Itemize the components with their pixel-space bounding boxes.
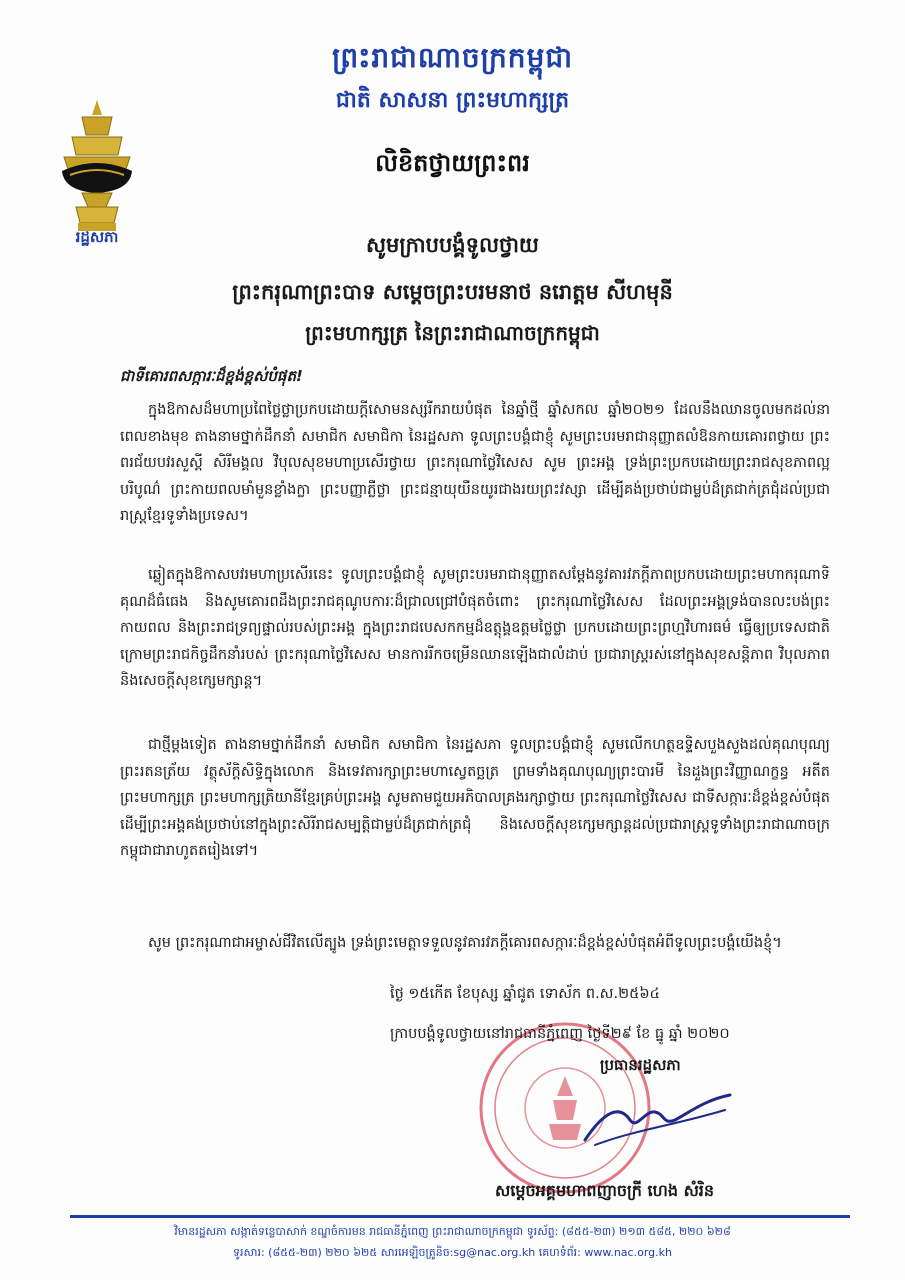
footer-contact: ទូរសារ: (៨៥៥-២៣) ២២០ ៦២៥ សារអេឡិចត្រូនិច:sg@nac.org.kh គេហទំព័រ: www.nac.org.kh: [233, 1246, 672, 1259]
footer-address: វិមានរដ្ឋសភា សង្កាត់ទន្លេបាសាក់ ខណ្ឌចំការមន រាជធានីភ្នំពេញ ព្រះរាជាណាចក្រកម្ពុជា ទូរស័ព្ទ: (៨៥៥-២៣) ២១៣ ៥៨៥, ២២០ ៦២៨: [174, 1225, 731, 1238]
solar-date: ក្រាបបង្គំទូលថ្វាយនៅរាជធានីភ្នំពេញ ថ្ងៃទី២៩ ខែ ធ្នូ ឆ្នាំ ២០២០: [390, 1026, 730, 1042]
addressee-line-2: ព្រះករុណាព្រះបាទ សម្តេចព្រះបរមនាថ នរោត្តម សីហមុនី: [232, 280, 673, 304]
salutation: ជាទីគោរពសក្ការៈដ៏ខ្ពង់ខ្ពស់បំផុត!: [120, 367, 303, 385]
body-paragraph-2: ឆ្លៀតក្នុងឱកាសបវរមហាប្រសើរនេះ ទូលព្រះបង្គំជាខ្ញុំ សូមព្រះបរមរាជានុញ្ញាតសម្តែងនូវគារវភក្តីភាពប្រកបដោយព្រះមហាករុណាទិគុណដ៏ធំធេង និងសូមគោរពដឹងព្រះរាជគុណូបការៈដ៏ជ្រាលជ្រៅបំផុតចំពោះ ព្រះករុណាថ្លៃវិសេស ដែលព្រះអង្គទ្រង់បានលះបង់ព្រះកាយពល និងព្រះរាជទ្រព្យផ្ទាល់របស់ព្រះអង្គ ក្នុងព្រះរាជបេសកកម្មដ៏ឧត្តុង្គឧត្តមថ្លៃថ្លា ប្រកបដោយព្រះព្រហ្មវិហារធម៌ ធ្វើឲ្យប្រទេសជាតិ ក្រោមព្រះរាជកិច្ចដឹកនាំរបស់ ព្រះករុណាថ្លៃវិសេស មានការរីកចម្រើនឈានឡើងជាលំដាប់ ប្រជារាស្ត្ររស់នៅក្នុងសុខសន្តិភាព វិបុលភាព និងសេចក្តីសុខក្សេមក្សាន្ត។: [120, 567, 830, 689]
handwritten-signature-icon: [575, 1090, 735, 1150]
signer-title: ប្រធានរដ្ឋសភា: [600, 1056, 681, 1074]
national-motto: ជាតិ សាសនា ព្រះមហាក្សត្រ: [335, 88, 570, 113]
body-paragraph-4: សូម ព្រះករុណាជាអម្ចាស់ជីវិតលើត្បូង ទ្រង់ព្រះមេត្តាទទួលនូវគារវភក្តីគោរពសក្ការៈដ៏ខ្ពង់ខ្ពស់បំផុតអំពីទូលព្រះបង្គំយើងខ្ញុំ។: [148, 935, 782, 951]
document-type-title: លិខិតថ្វាយព្រះពរ: [375, 149, 530, 177]
signer-name: សម្តេចអគ្គមហាពញាចក្រី ហេង សំរិន: [495, 1181, 715, 1200]
kingdom-title: ព្រះរាជាណាចក្រកម្ពុជា: [331, 41, 573, 74]
addressee-line-3: ព្រះមហាក្សត្រ នៃព្រះរាជាណាចក្រកម្ពុជា: [305, 321, 600, 345]
lunar-date: ថ្ងៃ ១៥កើត ខែបុស្ស ឆ្នាំជូត ទោស័ក ព.ស.២៥៦៤: [390, 986, 660, 1002]
addressee-line-1: សូមក្រាបបង្គំទូលថ្វាយ: [366, 233, 539, 257]
footer-divider: [70, 1215, 850, 1218]
body-paragraph-1: ក្នុងឱកាសដ៏មហាប្រពៃថ្លៃថ្លាប្រកបដោយក្តីសោមនស្សរីករាយបំផុត នៃឆ្នាំថ្មី ឆ្នាំសកល ឆ្នាំ២០២១ ដែលនឹងឈានចូលមកដល់នាពេលខាងមុខ តាងនាមថ្នាក់ដឹកនាំ សមាជិក សមាជិកា នៃរដ្ឋសភា ទូលព្រះបង្គំជាខ្ញុំ សូមព្រះបរមរាជានុញ្ញាតលំឱនកាយគោរពថ្វាយ ព្រះពរជ័យបវរសួស្តី សិរីមង្គល វិបុលសុខមហាប្រសើរថ្វាយ ព្រះករុណាថ្លៃវិសេស សូម ព្រះអង្គ ទ្រង់ព្រះប្រកបដោយព្រះរាជសុខភាពល្អបរិបូណ៌ ព្រះកាយពលមាំមួនខ្លាំងក្លា ព្រះបញ្ញាភ្លឺថ្លា ព្រះជន្មាយុយឺនយូរជាងរយព្រះវស្សា ដើម្បីគង់ប្រថាប់ជាម្លប់ដ៏ត្រជាក់ត្រជុំដល់ប្រជារាស្ត្រខ្មែរទូទាំងប្រទេស។: [120, 402, 830, 524]
emblem-label: រដ្ឋសភា: [75, 228, 119, 246]
body-paragraph-3: ជាថ្មីម្តងទៀត តាងនាមថ្នាក់ដឹកនាំ សមាជិក សមាជិកា នៃរដ្ឋសភា ទូលព្រះបង្គំជាខ្ញុំ សូមលើកហត្ថឧទ្ទិសបួងសួងដល់គុណបុណ្យព្រះរតនត្រ័យ វត្ថុស័ក្តិសិទ្ធិក្នុងលោក និងទេវតារក្សាព្រះមហាស្វេតច្ឆត្រ ព្រមទាំងគុណបុណ្យព្រះបារមី នៃដួងព្រះវិញ្ញាណក្ខន្ធ អតីតព្រះមហាក្សត្រ ព្រះមហាក្សត្រិយានីខ្មែរគ្រប់ព្រះអង្គ សូមតាមជួយអភិបាលគ្រងរក្សាថ្វាយ ព្រះករុណាថ្លៃវិសេស ជាទីសក្ការៈដ៏ខ្ពង់ខ្ពស់បំផុត ដើម្បីព្រះអង្គគង់ប្រថាប់នៅក្នុងព្រះសិរីរាជសម្បត្តិជាម្លប់ដ៏ត្រជាក់ត្រជុំ និងសេចក្តីសុខក្សេមក្សាន្តដល់ប្រជារាស្ត្រទូទាំងព្រះរាជាណាចក្រកម្ពុជាជារាហូតតរៀងទៅ។: [120, 737, 830, 859]
